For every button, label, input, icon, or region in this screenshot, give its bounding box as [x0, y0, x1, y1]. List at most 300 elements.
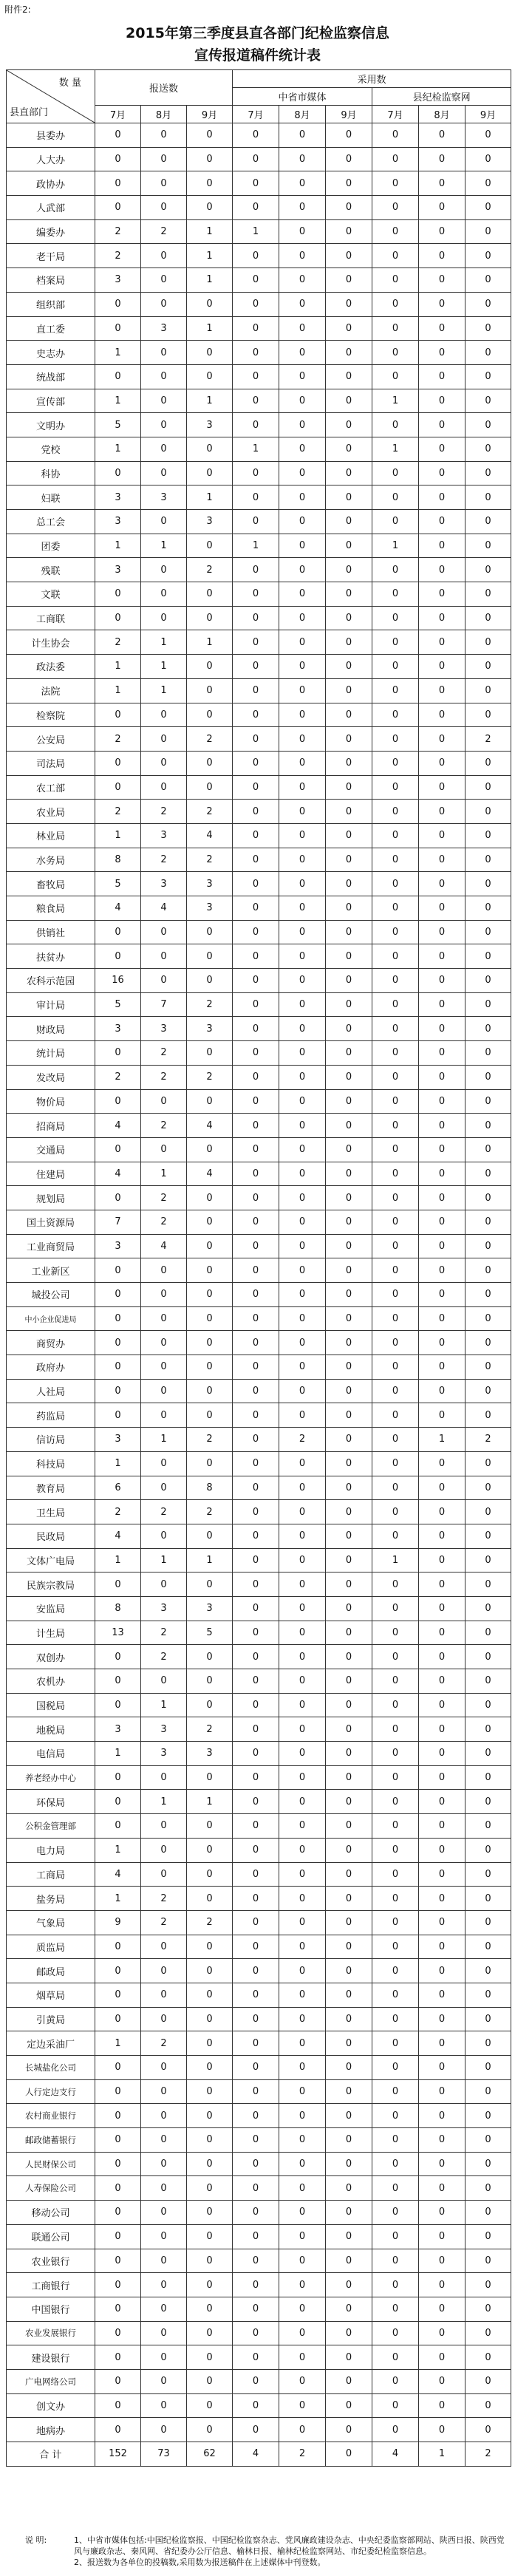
count-cell: 0: [326, 703, 372, 727]
count-cell: 0: [419, 655, 465, 679]
department-name: 水务局: [7, 848, 95, 872]
count-cell: 0: [372, 316, 419, 341]
count-cell: 0: [326, 2321, 372, 2345]
count-cell: 2: [187, 1717, 233, 1742]
count-cell: 7: [141, 992, 187, 1017]
count-cell: 0: [465, 1114, 511, 1138]
count-cell: 0: [233, 171, 279, 196]
count-cell: 0: [279, 1742, 326, 1766]
count-cell: 0: [326, 848, 372, 872]
count-cell: 0: [465, 1742, 511, 1766]
count-cell: 1: [95, 678, 141, 703]
count-cell: 0: [465, 413, 511, 437]
count-cell: 0: [372, 1114, 419, 1138]
count-cell: 3: [141, 1017, 187, 1041]
table-row: [7, 341, 511, 365]
table-row: [7, 2369, 511, 2393]
count-cell: 0: [465, 2321, 511, 2345]
department-name: 引黄局: [7, 2007, 95, 2031]
count-cell: 0: [326, 1476, 372, 1500]
count-cell: 4: [187, 823, 233, 848]
count-cell: 0: [233, 1935, 279, 1959]
count-cell: 0: [372, 800, 419, 824]
department-name: 老干局: [7, 244, 95, 268]
department-name: 公安局: [7, 727, 95, 752]
count-cell: 0: [141, 2273, 187, 2297]
count-cell: 0: [187, 2393, 233, 2418]
count-cell: 0: [465, 606, 511, 630]
count-cell: 0: [233, 292, 279, 316]
department-name: 人大办: [7, 147, 95, 171]
count-cell: 4: [95, 1862, 141, 1887]
count-cell: 0: [233, 1283, 279, 1307]
count-cell: 0: [465, 2152, 511, 2176]
count-cell: 0: [372, 341, 419, 365]
count-cell: 0: [141, 1669, 187, 1694]
count-cell: 0: [326, 1114, 372, 1138]
count-cell: 0: [419, 1959, 465, 1983]
department-name: 财政局: [7, 1017, 95, 1041]
count-cell: 0: [141, 1306, 187, 1331]
count-cell: 0: [372, 2176, 419, 2201]
count-cell: 0: [326, 364, 372, 389]
total-row: [7, 2442, 511, 2467]
department-name: 档案局: [7, 268, 95, 293]
count-cell: 0: [419, 389, 465, 413]
table-row: [7, 1814, 511, 1839]
count-cell: 0: [233, 1765, 279, 1790]
count-cell: 0: [279, 534, 326, 558]
count-cell: 0: [372, 1524, 419, 1548]
count-cell: 2: [141, 1500, 187, 1524]
count-cell: 0: [187, 292, 233, 316]
count-cell: 0: [326, 2007, 372, 2031]
count-cell: 3: [141, 1596, 187, 1621]
count-cell: 0: [141, 2128, 187, 2153]
count-cell: 0: [419, 727, 465, 752]
count-cell: 0: [465, 1500, 511, 1524]
count-cell: 0: [326, 2176, 372, 2201]
count-cell: 0: [465, 1137, 511, 1162]
count-cell: 1: [95, 1838, 141, 1862]
department-name: 邮政局: [7, 1959, 95, 1983]
count-cell: 0: [419, 1451, 465, 1476]
provincial-media-header: 中省市媒体: [233, 88, 372, 106]
count-cell: 0: [187, 1379, 233, 1403]
count-cell: 3: [187, 413, 233, 437]
count-cell: 0: [141, 775, 187, 800]
count-cell: 0: [233, 1331, 279, 1355]
department-name: 国土资源局: [7, 1210, 95, 1234]
count-cell: 0: [326, 1451, 372, 1476]
count-cell: 0: [141, 969, 187, 993]
count-cell: 0: [233, 1114, 279, 1138]
count-cell: 0: [419, 2418, 465, 2442]
count-cell: 0: [233, 1017, 279, 1041]
count-cell: 0: [187, 1258, 233, 1283]
table-row: [7, 1162, 511, 1186]
count-cell: 3: [141, 485, 187, 510]
count-cell: 0: [187, 2031, 233, 2056]
count-cell: 0: [326, 485, 372, 510]
table-row: [7, 1717, 511, 1742]
count-cell: 0: [372, 1500, 419, 1524]
count-cell: 0: [326, 2418, 372, 2442]
count-cell: 0: [419, 2249, 465, 2273]
count-cell: 0: [372, 2321, 419, 2345]
count-cell: 0: [419, 1548, 465, 1572]
count-cell: 0: [279, 630, 326, 655]
count-cell: 0: [233, 1524, 279, 1548]
count-cell: 0: [233, 2224, 279, 2249]
count-cell: 0: [372, 1959, 419, 1983]
count-cell: 1: [141, 655, 187, 679]
count-cell: 0: [326, 1693, 372, 1717]
count-cell: 4: [95, 896, 141, 921]
count-cell: 0: [326, 1137, 372, 1162]
count-cell: 0: [419, 1476, 465, 1500]
count-cell: 0: [187, 2369, 233, 2393]
count-cell: 0: [95, 1669, 141, 1694]
count-cell: 0: [187, 1645, 233, 1669]
count-cell: 1: [419, 2442, 465, 2467]
department-name: 公积金管理部: [7, 1814, 95, 1839]
department-name: 招商局: [7, 1114, 95, 1138]
count-cell: 0: [419, 823, 465, 848]
count-cell: 0: [326, 244, 372, 268]
count-cell: 0: [372, 1669, 419, 1694]
count-cell: 0: [141, 196, 187, 220]
count-cell: 0: [279, 2369, 326, 2393]
count-cell: 0: [465, 534, 511, 558]
count-cell: 0: [372, 292, 419, 316]
department-name: 养老经办中心: [7, 1765, 95, 1790]
count-cell: 0: [95, 1765, 141, 1790]
count-cell: 0: [326, 655, 372, 679]
table-row: [7, 171, 511, 196]
count-cell: 0: [419, 775, 465, 800]
count-cell: 0: [326, 389, 372, 413]
department-name: 工业商贸局: [7, 1234, 95, 1258]
count-cell: 0: [141, 1959, 187, 1983]
table-row: [7, 268, 511, 293]
count-cell: 0: [279, 1862, 326, 1887]
count-cell: 0: [465, 147, 511, 171]
count-cell: 0: [372, 1693, 419, 1717]
count-cell: 0: [372, 2369, 419, 2393]
department-name: 工商银行: [7, 2273, 95, 2297]
count-cell: 0: [95, 1983, 141, 2007]
count-cell: 1: [141, 1548, 187, 1572]
count-cell: 0: [233, 196, 279, 220]
count-cell: 0: [95, 2128, 141, 2153]
count-cell: 2: [465, 727, 511, 752]
count-cell: 0: [372, 219, 419, 244]
count-cell: 0: [141, 1089, 187, 1114]
count-cell: 4: [233, 2442, 279, 2467]
count-cell: 0: [141, 2345, 187, 2370]
count-cell: 0: [187, 1210, 233, 1234]
count-cell: 0: [465, 2418, 511, 2442]
count-cell: 0: [141, 703, 187, 727]
count-cell: 4: [372, 2442, 419, 2467]
count-cell: 0: [465, 1814, 511, 1839]
count-cell: 3: [141, 872, 187, 896]
count-cell: 0: [187, 606, 233, 630]
count-cell: 0: [279, 1065, 326, 1089]
count-cell: 0: [187, 1306, 233, 1331]
department-name: 残联: [7, 558, 95, 582]
count-cell: 0: [326, 1258, 372, 1283]
count-cell: 0: [233, 1403, 279, 1428]
table-row: [7, 1959, 511, 1983]
count-cell: 0: [95, 364, 141, 389]
count-cell: 0: [326, 727, 372, 752]
count-cell: 0: [187, 1765, 233, 1790]
table-row: [7, 244, 511, 268]
count-cell: 0: [141, 1258, 187, 1283]
count-cell: 0: [372, 2249, 419, 2273]
count-cell: 0: [372, 1428, 419, 1452]
count-cell: 0: [419, 1765, 465, 1790]
table-row: [7, 1862, 511, 1887]
count-cell: 0: [279, 1669, 326, 1694]
count-cell: 0: [465, 630, 511, 655]
count-cell: 0: [465, 751, 511, 775]
count-cell: 13: [95, 1621, 141, 1645]
count-cell: 0: [187, 1451, 233, 1476]
table-row: [7, 1935, 511, 1959]
count-cell: 0: [419, 944, 465, 969]
count-cell: 0: [187, 2321, 233, 2345]
count-cell: 0: [95, 751, 141, 775]
count-cell: 0: [465, 992, 511, 1017]
adopted-header: 采用数: [233, 70, 511, 88]
department-name: 民政局: [7, 1524, 95, 1548]
department-name: 民族宗教局: [7, 1572, 95, 1597]
count-cell: 0: [326, 1017, 372, 1041]
count-cell: 0: [187, 196, 233, 220]
table-row: [7, 1234, 511, 1258]
count-cell: 0: [233, 389, 279, 413]
count-cell: 0: [279, 2249, 326, 2273]
count-cell: 0: [326, 751, 372, 775]
table-row: [7, 1887, 511, 1911]
table-row: [7, 1645, 511, 1669]
department-name: 宣传部: [7, 389, 95, 413]
count-cell: 0: [95, 1790, 141, 1814]
count-cell: 0: [372, 969, 419, 993]
count-cell: 0: [233, 2152, 279, 2176]
count-cell: 0: [279, 2297, 326, 2321]
count-cell: 0: [187, 775, 233, 800]
count-cell: 0: [465, 969, 511, 993]
count-cell: 3: [187, 872, 233, 896]
count-cell: 0: [187, 2056, 233, 2080]
count-cell: 0: [95, 2056, 141, 2080]
count-cell: 1: [95, 534, 141, 558]
count-cell: 2: [141, 219, 187, 244]
count-cell: 0: [419, 1645, 465, 1669]
count-cell: 0: [465, 1935, 511, 1959]
count-cell: 0: [95, 944, 141, 969]
department-name: 气象局: [7, 1910, 95, 1935]
count-cell: 0: [465, 1355, 511, 1380]
count-cell: 4: [95, 1162, 141, 1186]
count-cell: 0: [372, 703, 419, 727]
count-cell: 0: [187, 1862, 233, 1887]
count-cell: 0: [233, 2369, 279, 2393]
department-name: 政协办: [7, 171, 95, 196]
count-cell: 0: [141, 123, 187, 148]
count-cell: 0: [326, 413, 372, 437]
count-cell: 3: [187, 896, 233, 921]
count-cell: 0: [141, 1862, 187, 1887]
count-cell: 0: [465, 944, 511, 969]
count-cell: 0: [95, 2345, 141, 2370]
count-cell: 0: [279, 1451, 326, 1476]
count-cell: 0: [419, 630, 465, 655]
count-cell: 1: [95, 655, 141, 679]
count-cell: 0: [95, 2249, 141, 2273]
count-cell: 0: [233, 2007, 279, 2031]
department-name: 创文办: [7, 2393, 95, 2418]
count-cell: 0: [326, 1887, 372, 1911]
table-row: [7, 1476, 511, 1500]
count-cell: 0: [187, 2345, 233, 2370]
table-row: [7, 2297, 511, 2321]
count-cell: 3: [95, 510, 141, 534]
count-cell: 0: [372, 2201, 419, 2225]
count-cell: 0: [187, 171, 233, 196]
department-name: 工商局: [7, 1862, 95, 1887]
count-cell: 0: [326, 2152, 372, 2176]
count-cell: 0: [372, 2007, 419, 2031]
department-name: 物价局: [7, 1089, 95, 1114]
count-cell: 0: [233, 268, 279, 293]
count-cell: 3: [95, 1017, 141, 1041]
count-cell: 0: [419, 1596, 465, 1621]
count-cell: 0: [233, 751, 279, 775]
count-cell: 0: [372, 1283, 419, 1307]
count-cell: 0: [279, 2152, 326, 2176]
table-row: [7, 1983, 511, 2007]
count-cell: 0: [141, 2007, 187, 2031]
count-cell: 0: [326, 2345, 372, 2370]
count-cell: 1: [233, 219, 279, 244]
department-name: 农业银行: [7, 2249, 95, 2273]
count-cell: 0: [95, 2321, 141, 2345]
department-name: 编委办: [7, 219, 95, 244]
page-subtitle: 宣传报道稿件统计表: [194, 47, 321, 64]
count-cell: 0: [419, 196, 465, 220]
table-row: [7, 896, 511, 921]
count-cell: 0: [141, 1403, 187, 1428]
count-cell: 0: [95, 1089, 141, 1114]
count-cell: 0: [233, 848, 279, 872]
count-cell: 0: [372, 123, 419, 148]
count-cell: 8: [187, 1476, 233, 1500]
count-cell: 0: [233, 727, 279, 752]
count-cell: 0: [326, 1379, 372, 1403]
count-cell: 0: [187, 534, 233, 558]
count-cell: 0: [95, 123, 141, 148]
count-cell: 0: [326, 1645, 372, 1669]
count-cell: 0: [326, 2201, 372, 2225]
count-cell: 0: [419, 437, 465, 461]
count-cell: 9: [95, 1910, 141, 1935]
department-name: 农机办: [7, 1669, 95, 1694]
count-cell: 0: [279, 2418, 326, 2442]
count-cell: 0: [141, 413, 187, 437]
table-row: [7, 123, 511, 148]
count-cell: 0: [279, 872, 326, 896]
count-cell: 2: [187, 848, 233, 872]
count-cell: 0: [187, 2079, 233, 2104]
corner-header-cell: [7, 70, 95, 123]
department-name: 法院: [7, 678, 95, 703]
count-cell: 0: [419, 896, 465, 921]
count-cell: 0: [233, 485, 279, 510]
count-cell: 0: [419, 678, 465, 703]
count-cell: 0: [326, 1041, 372, 1066]
count-cell: 0: [326, 2031, 372, 2056]
count-cell: 0: [326, 219, 372, 244]
count-cell: 0: [326, 1331, 372, 1355]
count-cell: 0: [233, 1162, 279, 1186]
count-cell: 0: [419, 1862, 465, 1887]
count-cell: 0: [419, 2393, 465, 2418]
count-cell: 1: [141, 678, 187, 703]
count-cell: 0: [233, 944, 279, 969]
count-cell: 0: [372, 196, 419, 220]
count-cell: 0: [372, 2224, 419, 2249]
count-cell: 0: [326, 1162, 372, 1186]
count-cell: 0: [372, 1887, 419, 1911]
count-cell: 0: [372, 1742, 419, 1766]
count-cell: 0: [465, 582, 511, 607]
department-name: 司法局: [7, 751, 95, 775]
count-cell: 0: [465, 823, 511, 848]
count-cell: 0: [326, 920, 372, 944]
count-cell: 0: [465, 1717, 511, 1742]
count-cell: 0: [326, 268, 372, 293]
count-cell: 0: [326, 1669, 372, 1694]
count-cell: 0: [419, 1500, 465, 1524]
count-cell: 0: [465, 2031, 511, 2056]
table-row: [7, 147, 511, 171]
count-cell: 0: [141, 2418, 187, 2442]
table-row: [7, 2273, 511, 2297]
count-cell: 0: [233, 896, 279, 921]
count-cell: 0: [233, 1500, 279, 1524]
department-name: 计生局: [7, 1621, 95, 1645]
count-cell: 0: [95, 2079, 141, 2104]
count-cell: 0: [465, 364, 511, 389]
count-cell: 0: [187, 2273, 233, 2297]
count-cell: 0: [419, 485, 465, 510]
count-cell: 0: [279, 219, 326, 244]
count-cell: 0: [419, 2152, 465, 2176]
count-cell: 0: [465, 1983, 511, 2007]
count-cell: 0: [372, 896, 419, 921]
count-cell: 2: [95, 800, 141, 824]
count-cell: 0: [326, 2442, 372, 2467]
count-cell: 0: [372, 1645, 419, 1669]
count-cell: 0: [372, 920, 419, 944]
submitted-header: 报送数: [95, 70, 233, 106]
department-name: 工业新区: [7, 1258, 95, 1283]
